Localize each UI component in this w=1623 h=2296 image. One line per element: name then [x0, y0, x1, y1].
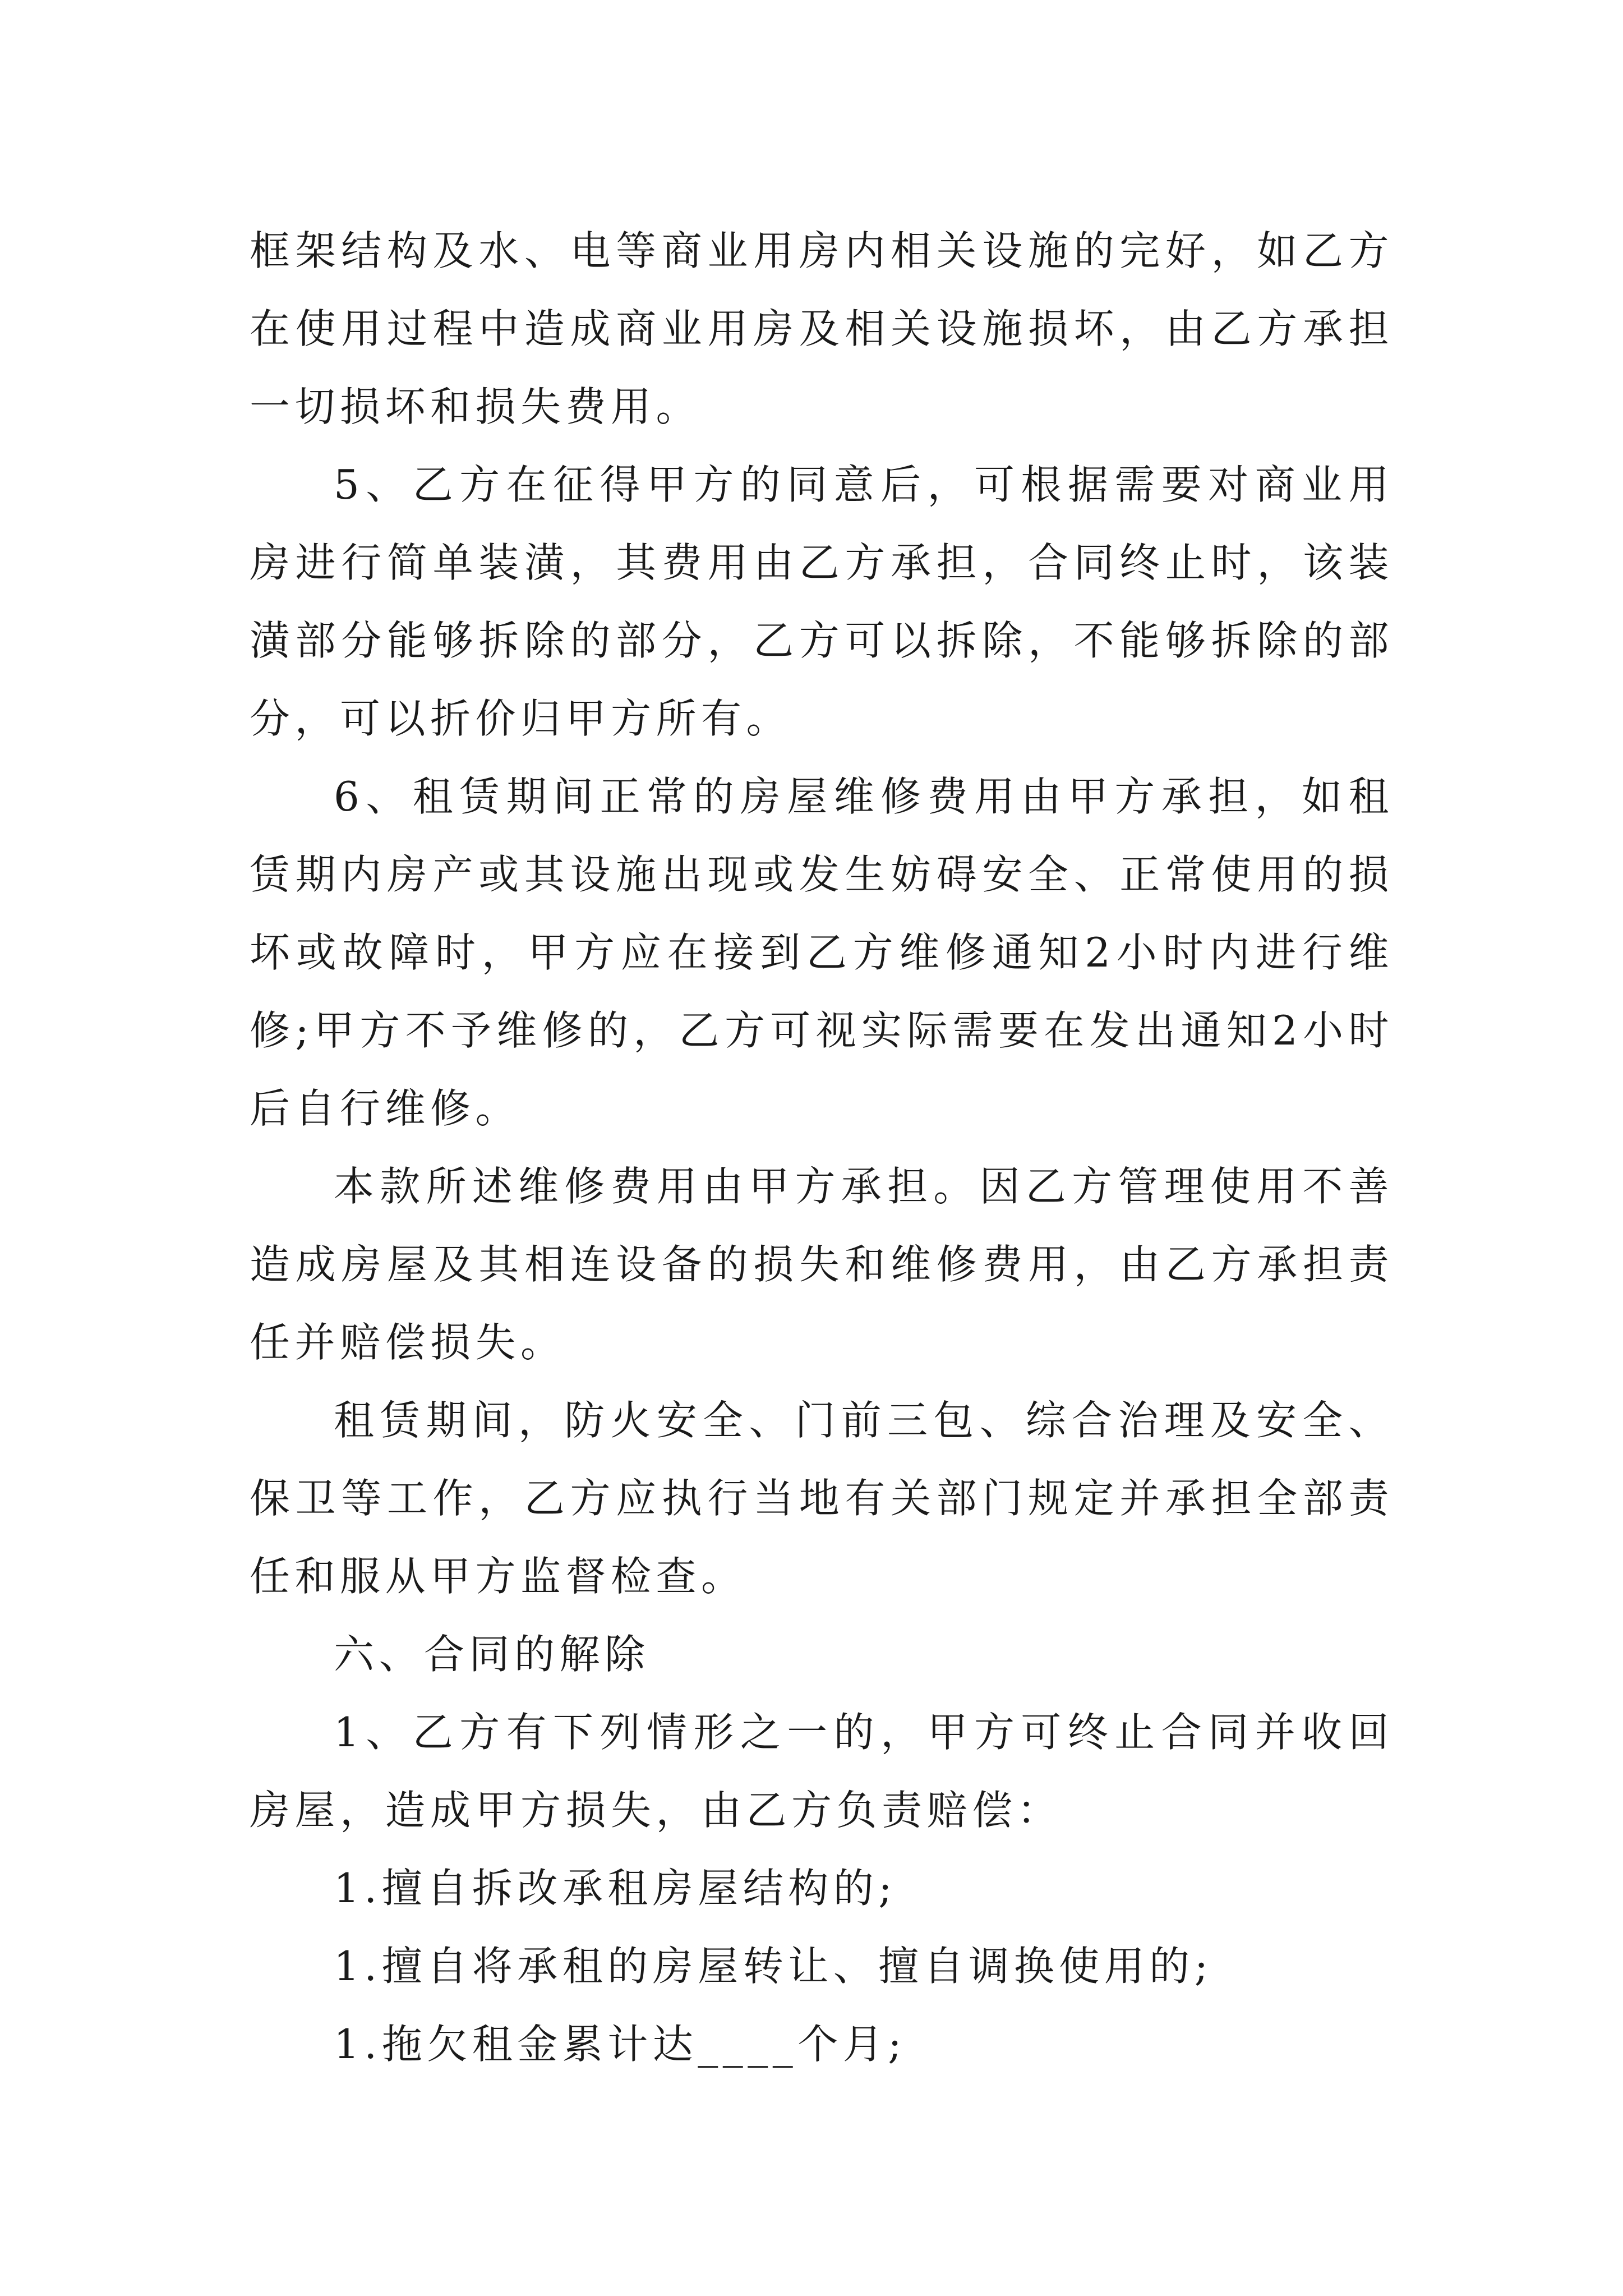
section-heading-termination: 六、合同的解除	[334, 1631, 650, 1678]
paragraph-fire-safety: 租赁期间，防火安全、门前三包、综合治理及安全、保卫等工作，乙方应执行当地有关部门规定并承担全部责任和服从甲方监督检查。	[250, 1397, 1394, 1600]
list-item-transfer: 1.擅自将承租的房屋转让、擅自调换使用的;	[334, 1943, 1213, 1990]
document-body	[250, 212, 1394, 2083]
list-item-rent-arrears: 1.拖欠租金累计达____个月;	[334, 2021, 906, 2068]
paragraph-maintenance-cost: 本款所述维修费用由甲方承担。因乙方管理使用不善造成房屋及其相连设备的损失和维修费用，由乙方承担责任并赔偿损失。	[250, 1163, 1394, 1366]
paragraph-facilities-damage: 框架结构及水、电等商业用房内相关设施的完好，如乙方在使用过程中造成商业用房及相关设施损坏，由乙方承担一切损坏和损失费用。	[250, 227, 1394, 430]
paragraph-clause-5-decoration: 5、乙方在征得甲方的同意后，可根据需要对商业用房进行简单装潢，其费用由乙方承担，合同终止时，该装潢部分能够拆除的部分，乙方可以拆除，不能够拆除的部分，可以折价归甲方所有。	[250, 461, 1394, 742]
paragraph-clause-6-maintenance: 6、租赁期间正常的房屋维修费用由甲方承担，如租赁期内房产或其设施出现或发生妨碍安全、正常使用的损坏或故障时，甲方应在接到乙方维修通知2小时内进行维修;甲方不予维修的，乙方可视实际需要在发出通知2小时后自行维修。	[250, 773, 1394, 1132]
paragraph-termination-clause-1: 1、乙方有下列情形之一的，甲方可终止合同并收回房屋，造成甲方损失，由乙方负责赔偿：	[250, 1709, 1394, 1834]
list-item-structure-alteration: 1.擅自拆改承租房屋结构的;	[334, 1865, 897, 1912]
